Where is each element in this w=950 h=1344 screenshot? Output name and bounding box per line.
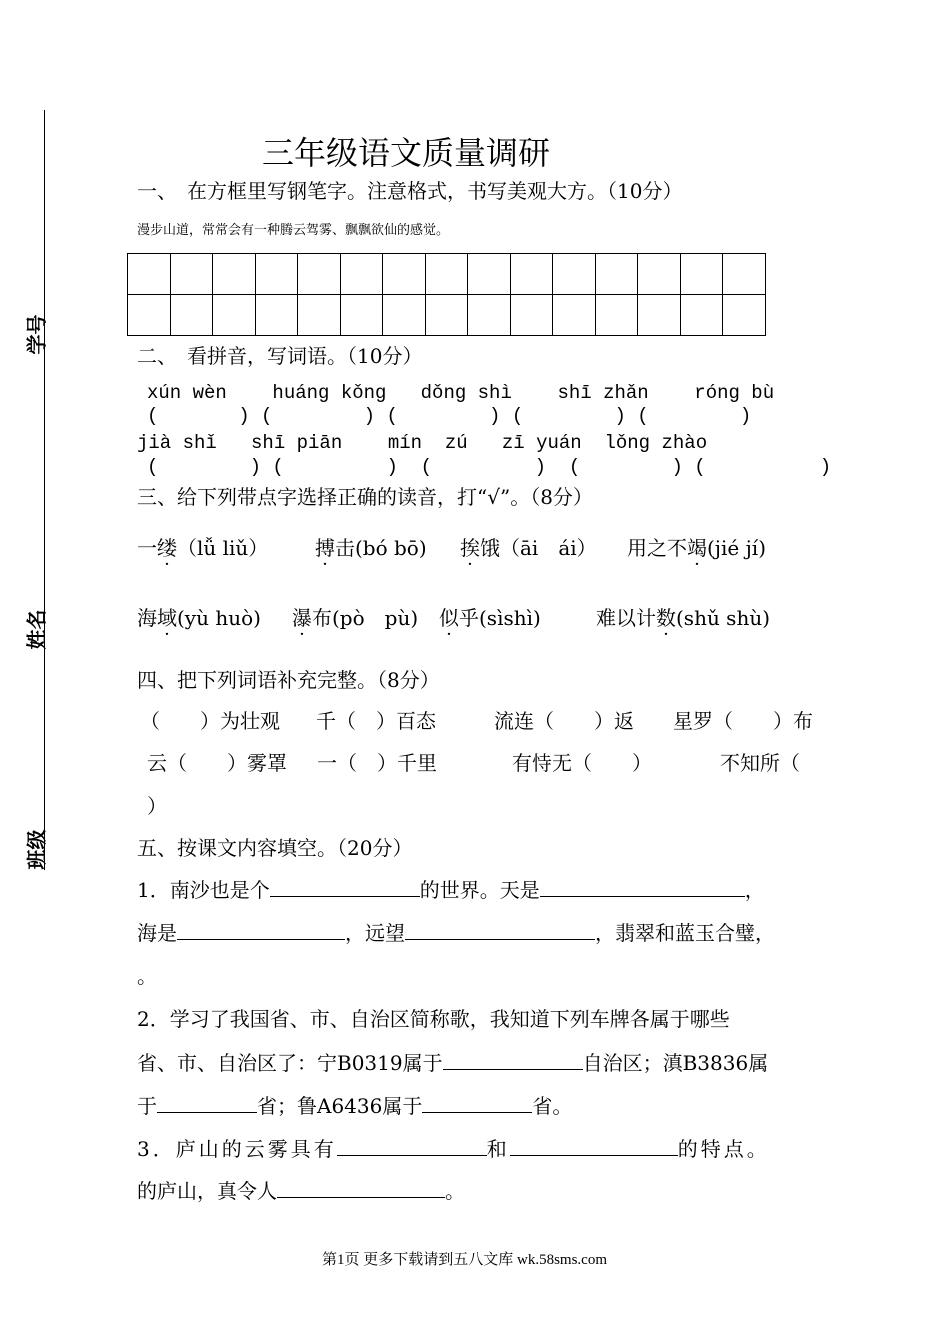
answer-blank[interactable] xyxy=(422,1094,532,1113)
q3-line-2 xyxy=(137,1175,465,1204)
answer-blank[interactable] xyxy=(157,1094,257,1113)
idiom-item[interactable]: 云（ ）雾罩 xyxy=(147,751,287,775)
q1-text: 的世界。天是 xyxy=(419,878,540,902)
reading-item[interactable] xyxy=(315,532,427,561)
grid-row xyxy=(128,254,766,295)
grid-cell[interactable] xyxy=(510,254,553,295)
idiom-item[interactable]: 流连（ ）返 xyxy=(494,709,634,733)
dotted-char: 竭 xyxy=(687,536,707,560)
q3-text: 的特点。 xyxy=(677,1137,770,1161)
student-id-label: 学号 xyxy=(24,314,49,355)
pinyin-row-1: xún wèn huáng kǒng dǒng shì shī zhǎn róng bù xyxy=(147,382,775,404)
item-post: 击(bó bō) xyxy=(335,536,427,560)
writing-grid[interactable] xyxy=(127,253,766,336)
grid-cell[interactable] xyxy=(553,254,596,295)
grid-cell[interactable] xyxy=(213,295,256,336)
section-2-heading: 二、 看拼音，写词语。（10分） xyxy=(137,344,423,368)
q1-line-3: 。 xyxy=(137,964,157,988)
reading-item[interactable] xyxy=(292,602,418,631)
dotted-char: 域 xyxy=(157,606,177,630)
item-post: 饿（āi ái） xyxy=(480,536,597,560)
section-4-heading: 四、把下列词语补充完整。（8分） xyxy=(137,668,440,692)
q3-text: 的庐山，真令人 xyxy=(137,1179,277,1203)
grid-cell[interactable] xyxy=(595,295,638,336)
grid-cell[interactable] xyxy=(170,295,213,336)
dotted-char: 缕 xyxy=(157,536,177,560)
answer-blank[interactable] xyxy=(540,878,745,897)
pinyin-row-2: jià shǐ shī piān mín zú zī yuán lǒng zhào xyxy=(137,432,708,454)
grid-cell[interactable] xyxy=(170,254,213,295)
q1-text: ， xyxy=(744,878,765,902)
margin-line xyxy=(44,110,45,870)
q2-line-1: 2．学习了我国省、市、自治区简称歌，我知道下列车牌各属于哪些 xyxy=(137,1007,730,1031)
grid-cell[interactable] xyxy=(468,295,511,336)
reading-item[interactable] xyxy=(460,532,597,561)
item-post: (shǔ shù) xyxy=(676,606,771,630)
grid-cell[interactable] xyxy=(638,295,681,336)
grid-cell[interactable] xyxy=(510,295,553,336)
idiom-item[interactable]: 星罗（ ）布 xyxy=(673,709,813,733)
idiom-item-continuation: ） xyxy=(147,794,167,818)
answer-blank[interactable] xyxy=(337,1137,487,1156)
idiom-item[interactable]: （ ）为壮观 xyxy=(140,709,280,733)
q2-text: 省。 xyxy=(532,1094,573,1118)
page-title: 三年级语文质量调研 xyxy=(262,134,551,172)
grid-cell[interactable] xyxy=(255,295,298,336)
reading-item[interactable] xyxy=(137,532,268,561)
grid-cell[interactable] xyxy=(340,295,383,336)
q1-text: 1．南沙也是个 xyxy=(137,878,270,902)
answer-blank[interactable] xyxy=(270,878,420,897)
section-1-heading: 一、 在方框里写钢笔字。注意格式，书写美观大方。（10分） xyxy=(137,179,683,203)
item-post: (yù huò) xyxy=(177,606,261,630)
grid-cell[interactable] xyxy=(723,295,766,336)
answer-parens-row-1[interactable]: ( ) ( ) ( ) ( ) ( ) xyxy=(147,405,752,427)
idiom-item[interactable]: 一（ ）千里 xyxy=(317,751,437,775)
item-post: (jié jí) xyxy=(707,536,766,560)
grid-cell[interactable] xyxy=(298,295,341,336)
reading-item[interactable] xyxy=(596,602,770,631)
q1-text: 海是 xyxy=(137,921,177,945)
answer-blank[interactable] xyxy=(510,1137,678,1156)
q1-line-1 xyxy=(137,874,765,903)
q2-line-3 xyxy=(137,1090,572,1119)
q3-text: 和 xyxy=(486,1137,510,1161)
q2-text: 省、市、自治区了：宁B0319属于 xyxy=(137,1051,443,1075)
item-pre: 难以计 xyxy=(596,606,656,630)
grid-cell[interactable] xyxy=(638,254,681,295)
item-post: （lǚ liǔ） xyxy=(177,536,269,560)
section-3-heading: 三、给下列带点字选择正确的读音，打“√”。（8分） xyxy=(137,485,593,509)
reading-item[interactable] xyxy=(439,602,541,631)
grid-cell[interactable] xyxy=(680,254,723,295)
grid-cell[interactable] xyxy=(128,254,171,295)
q3-text: 3．庐山的云雾具有 xyxy=(137,1137,337,1161)
reading-item[interactable] xyxy=(627,532,766,561)
grid-cell[interactable] xyxy=(128,295,171,336)
grid-cell[interactable] xyxy=(595,254,638,295)
dotted-char: 数 xyxy=(656,606,676,630)
page-footer: 第1页 更多下载请到五八文库 wk.58sms.com xyxy=(322,1252,608,1268)
dotted-char: 搏 xyxy=(315,536,335,560)
answer-blank[interactable] xyxy=(177,921,345,940)
answer-blank[interactable] xyxy=(443,1051,583,1070)
q2-text: 省；鲁A6436属于 xyxy=(257,1094,423,1118)
reading-item[interactable] xyxy=(137,602,261,631)
answer-blank[interactable] xyxy=(277,1179,445,1198)
idiom-item[interactable]: 有恃无（ ） xyxy=(512,751,652,775)
answer-blank[interactable] xyxy=(405,921,595,940)
dotted-char: 挨 xyxy=(460,536,480,560)
grid-cell[interactable] xyxy=(425,254,468,295)
grid-cell[interactable] xyxy=(340,254,383,295)
q1-text: ，远望 xyxy=(345,921,405,945)
q2-line-2 xyxy=(137,1047,768,1076)
q2-text: 自治区；滇B3836属 xyxy=(582,1051,769,1075)
grid-cell[interactable] xyxy=(383,254,426,295)
grid-cell[interactable] xyxy=(680,295,723,336)
item-post: 布(pò pù) xyxy=(312,606,419,630)
item-pre: 一 xyxy=(137,536,157,560)
grid-cell[interactable] xyxy=(298,254,341,295)
section-5-heading: 五、按课文内容填空。（20分） xyxy=(137,836,413,860)
grid-cell[interactable] xyxy=(723,254,766,295)
item-post: 乎(sìshì) xyxy=(459,606,541,630)
answer-parens-row-2[interactable]: ( ) ( ) ( ) ( ) ( ) xyxy=(147,456,832,478)
q1-line-2 xyxy=(137,917,775,946)
idiom-item[interactable]: 千（ ）百态 xyxy=(316,709,436,733)
q3-text: 。 xyxy=(445,1179,465,1203)
q1-text: ，翡翠和蓝玉合璧， xyxy=(595,921,775,945)
dotted-char: 似 xyxy=(439,606,459,630)
q3-line-1 xyxy=(137,1133,770,1162)
item-pre: 用之不 xyxy=(627,536,687,560)
grid-cell[interactable] xyxy=(468,254,511,295)
grid-row xyxy=(128,295,766,336)
item-pre: 海 xyxy=(137,606,157,630)
grid-cell[interactable] xyxy=(553,295,596,336)
class-label: 班级 xyxy=(24,829,49,870)
grid-cell[interactable] xyxy=(213,254,256,295)
grid-cell[interactable] xyxy=(425,295,468,336)
idiom-item[interactable]: 不知所（ xyxy=(720,751,800,775)
sample-sentence: 漫步山道，常常会有一种腾云驾雾、飘飘欲仙的感觉。 xyxy=(137,223,450,238)
grid-cell[interactable] xyxy=(255,254,298,295)
student-name-label: 姓名 xyxy=(24,609,49,650)
grid-cell[interactable] xyxy=(383,295,426,336)
q2-text: 于 xyxy=(137,1094,157,1118)
dotted-char: 瀑 xyxy=(292,606,312,630)
